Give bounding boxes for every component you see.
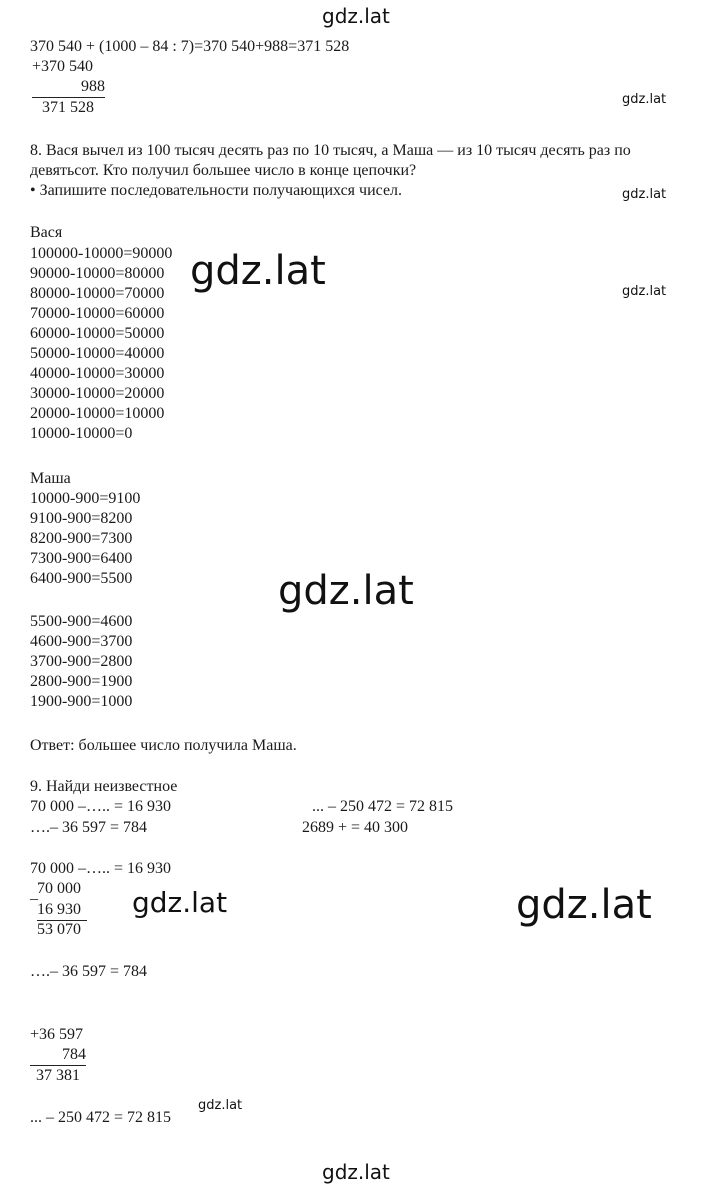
list-item: 10000-900=9100: [30, 490, 141, 507]
expression-line: 370 540 + (1000 – 84 : 7)=370 540+988=371 528: [30, 38, 350, 55]
masha-title: Маша: [30, 470, 71, 487]
solution1-result: 53 070: [37, 921, 81, 938]
list-item: 8200-900=7300: [30, 530, 133, 547]
solution3-title: ... – 250 472 = 72 815: [30, 1109, 172, 1126]
list-item: 60000-10000=50000: [30, 325, 165, 342]
masha-list-b: [30, 612, 132, 712]
watermark-large-3: gdz.lat: [516, 882, 652, 928]
list-item: 5500-900=4600: [30, 613, 133, 630]
list-item: 70000-10000=60000: [30, 305, 165, 322]
task9-eq2: ... – 250 472 = 72 815: [312, 798, 454, 815]
task9-eq3: ….– 36 597 = 784: [30, 819, 148, 836]
watermark-top: gdz.lat: [322, 4, 390, 28]
vasya-title: Вася: [30, 224, 63, 241]
solution1-title: 70 000 –….. = 16 930: [30, 860, 172, 877]
list-item: 1900-900=1000: [30, 693, 133, 710]
watermark-small-4: gdz.lat: [198, 1098, 243, 1113]
task8-line3: • Запишите последовательности получающихся чисел.: [30, 182, 403, 199]
watermark-small-1: gdz.lat: [622, 92, 667, 107]
masha-list-a: [30, 489, 140, 589]
watermark-large-2: gdz.lat: [278, 568, 414, 614]
list-item: 40000-10000=30000: [30, 365, 165, 382]
solution1-minus-sign: _: [30, 885, 38, 902]
watermark-small-2: gdz.lat: [622, 187, 667, 202]
solution2-title: ….– 36 597 = 784: [30, 963, 148, 980]
list-item: 9100-900=8200: [30, 510, 133, 527]
solution1-subtrahend: 16 930: [37, 900, 87, 921]
solution2-second-addend: 784: [30, 1045, 86, 1066]
list-item: 50000-10000=40000: [30, 345, 165, 362]
task9-title: 9. Найди неизвестное: [30, 778, 178, 795]
list-item: 7300-900=6400: [30, 550, 133, 567]
watermark-small-3: gdz.lat: [622, 284, 667, 299]
list-item: 30000-10000=20000: [30, 385, 165, 402]
list-item: 6400-900=5500: [30, 570, 133, 587]
column-result: 371 528: [42, 99, 94, 116]
task8-line2: девятьсот. Кто получил большее число в конце цепочки?: [30, 162, 417, 179]
watermark-large-1: gdz.lat: [190, 248, 326, 294]
column-addend-1: +370 540: [32, 58, 94, 75]
watermark-medium-1: gdz.lat: [132, 886, 228, 919]
solution2-addend: +36 597: [30, 1026, 84, 1043]
solution2-result: 37 381: [36, 1067, 80, 1084]
list-item: 10000-10000=0: [30, 425, 133, 442]
list-item: 90000-10000=80000: [30, 265, 165, 282]
list-item: 2800-900=1900: [30, 673, 133, 690]
list-item: 100000-10000=90000: [30, 245, 173, 262]
task9-eq1: 70 000 –….. = 16 930: [30, 798, 172, 815]
list-item: 4600-900=3700: [30, 633, 133, 650]
list-item: 20000-10000=10000: [30, 405, 165, 422]
watermark-bottom: gdz.lat: [322, 1160, 390, 1184]
list-item: 3700-900=2800: [30, 653, 133, 670]
solution1-minuend: 70 000: [37, 880, 81, 897]
task8-line1: 8. Вася вычел из 100 тысяч десять раз по 10 тысяч, а Маша — из 10 тысяч десять раз по: [30, 142, 631, 159]
task8-answer: Ответ: большее число получила Маша.: [30, 737, 297, 754]
list-item: 80000-10000=70000: [30, 285, 165, 302]
vasya-list: [30, 244, 172, 444]
task9-eq4: 2689 + = 40 300: [302, 819, 409, 836]
column-addend-2: 988: [32, 77, 105, 98]
